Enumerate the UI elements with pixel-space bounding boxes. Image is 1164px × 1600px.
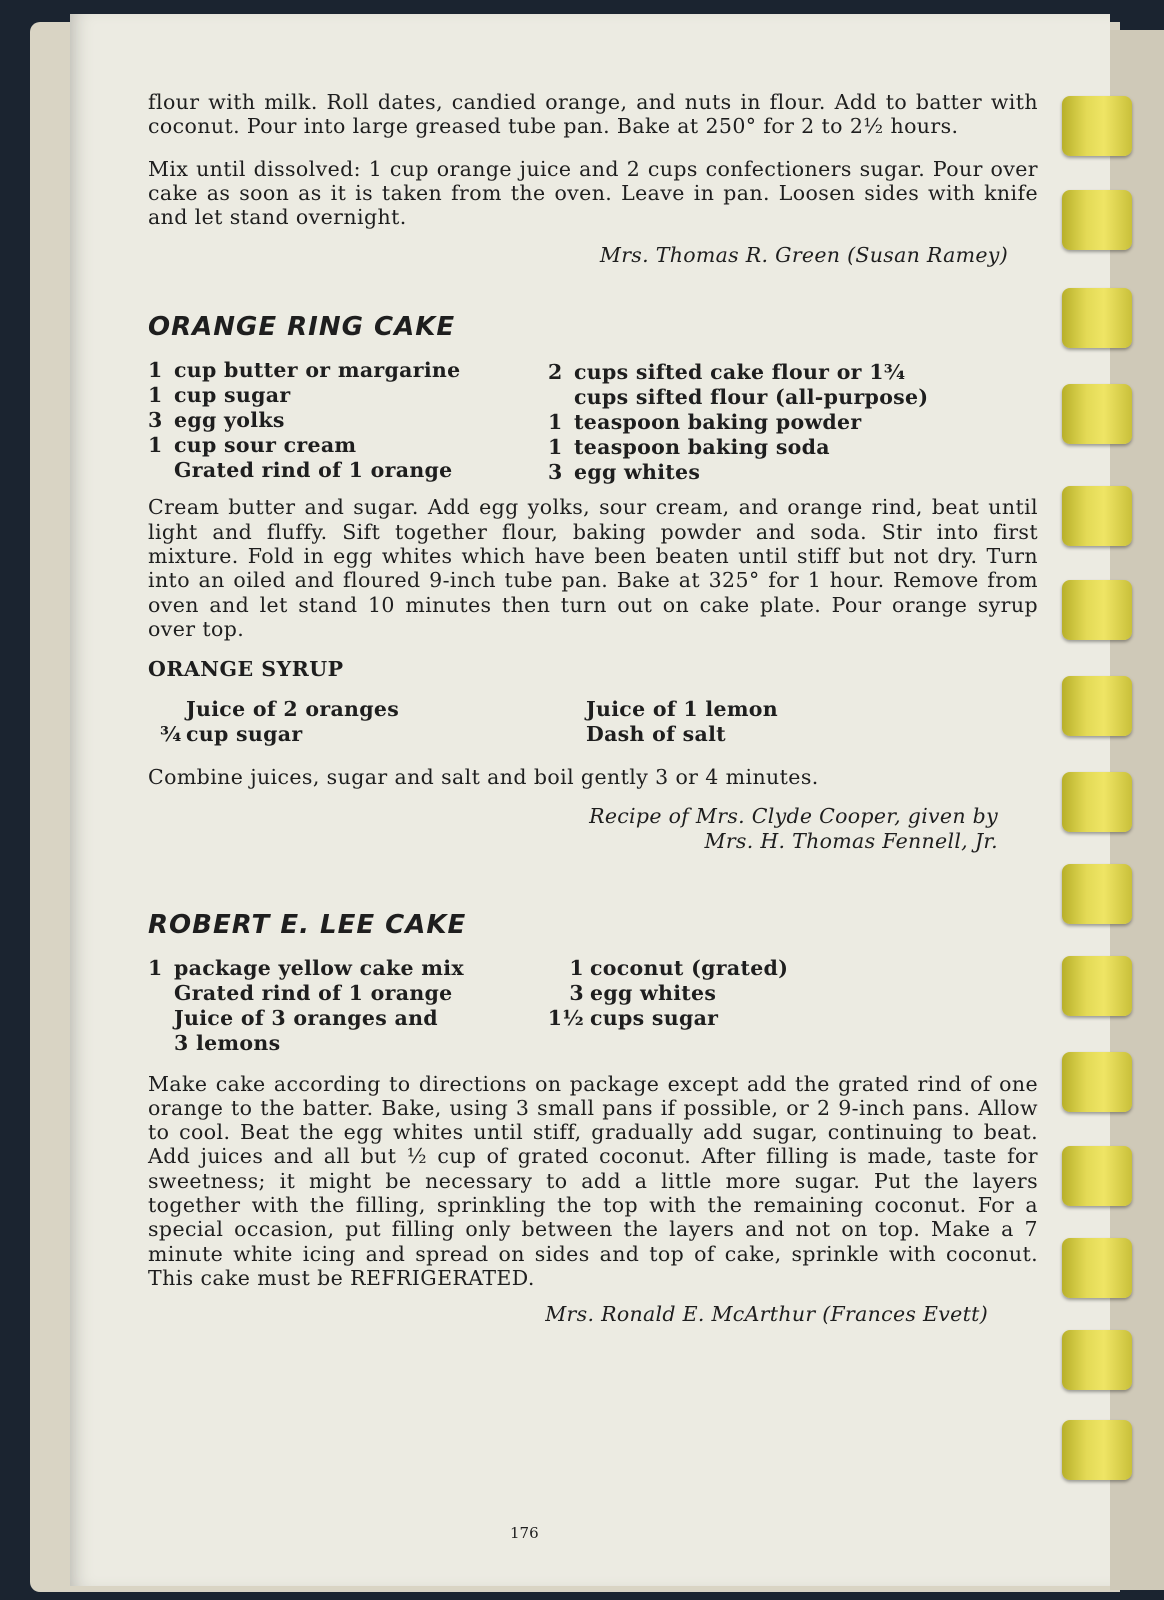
binding-coil (1062, 864, 1132, 924)
syrup-ingredients (148, 697, 1038, 747)
cookbook-page (70, 14, 1110, 1586)
ingredients-left-column (148, 358, 548, 485)
ingredient-line: 3 egg whites (569, 980, 717, 1005)
orange-ring-attribution-2: Mrs. H. Thomas Fennell, Jr. (704, 828, 998, 853)
binding-coil (1062, 772, 1132, 832)
robert-e-lee-attribution: Mrs. Ronald E. McArthur (Frances Evett) (545, 1302, 988, 1327)
ingredients-right-column (538, 956, 788, 1056)
ingredient-line: ¾ cup sugar (160, 722, 303, 747)
syrup-right-column (560, 697, 778, 747)
ingredient-line: Juice of 2 oranges (186, 697, 400, 722)
intro-paragraph-1: flour with milk. Roll dates, candied orange, and nuts in flour. Add to batter with coconut. Pour into large greased tube pan. Bake at 250° for 2 to 2½ hours. (148, 90, 1038, 139)
ingredient-line: Juice of 3 oranges and (174, 1005, 438, 1030)
syrup-directions: Combine juices, sugar and salt and boil gently 3 or 4 minutes. (148, 765, 819, 790)
ingredient-line: Grated rind of 1 orange (174, 980, 453, 1005)
ingredient-line: cups sifted flour (all-purpose) (574, 385, 929, 410)
ingredient-line: 1½ cups sugar (547, 1005, 719, 1030)
ingredient-line: Juice of 1 lemon (586, 697, 778, 722)
ingredients-left-column (148, 956, 538, 1056)
ingredient-line: 2 cups sifted cake flour or 1¾ (548, 360, 906, 385)
ingredient-line: 3 egg whites (548, 460, 701, 485)
page-content (148, 90, 1038, 1327)
ingredient-line: 3 lemons (174, 1030, 281, 1055)
binding-coil (1062, 676, 1132, 736)
binding-coil (1062, 956, 1132, 1016)
binding-coil (1062, 1052, 1132, 1112)
ingredient-line: Dash of salt (586, 722, 726, 747)
ingredient-line: Grated rind of 1 orange (174, 458, 453, 483)
recipe-title-robert-e-lee-cake: ROBERT E. LEE CAKE (148, 909, 467, 940)
ingredient-line: 3 egg yolks (148, 408, 285, 433)
ingredients-right-column (548, 360, 928, 485)
page-number: 176 (510, 1524, 539, 1542)
ingredient-line: 1 package yellow cake mix (148, 955, 464, 980)
binding-coil (1062, 1330, 1132, 1390)
binding-coil (1062, 190, 1132, 250)
ingredient-line: 1 coconut (grated) (569, 955, 789, 980)
intro-attribution: Mrs. Thomas R. Green (Susan Ramey) (599, 243, 1008, 268)
recipe-title-orange-ring-cake: ORANGE RING CAKE (148, 312, 456, 343)
binding-coil (1062, 384, 1132, 444)
binding-coil (1062, 1146, 1132, 1206)
syrup-title: ORANGE SYRUP (148, 657, 344, 682)
binding-coil (1062, 96, 1132, 156)
binding-coil (1062, 486, 1132, 546)
orange-ring-attribution-1: Recipe of Mrs. Clyde Cooper, given by (589, 803, 998, 828)
ingredient-line: 1 cup sugar (148, 383, 291, 408)
orange-ring-ingredients (148, 358, 1038, 485)
ingredient-line: 1 cup sour cream (148, 433, 357, 458)
ingredient-line: 1 teaspoon baking soda (548, 435, 830, 460)
robert-e-lee-directions: Make cake according to directions on package except add the grated rind of one orange to the batter. Bake, using 3 small pans if possible, or 2 9-inch pans. Allow to cool. Beat the egg whites until stiff, gradually add sugar, continuing to beat. Add juices and all but ½ cup of grated coconut. After filling is made, taste for sweetness; it might be necessary to add a little more sugar. Put the layers together with the filling, sprinkling the top with the remaining coconut. For a special occasion, put filling only between the layers and not on top. Make a 7 minute white icing and spread on sides and top of cake, sprinkle with coconut. This cake must be REFRIGERATED. (148, 1071, 1038, 1290)
intro-paragraph-2: Mix until dissolved: 1 cup orange juice and 2 cups confectioners sugar. Pour over cake as soon as it is taken from the oven. Leave in pan. Loosen sides with knife and let stand overnight. (148, 156, 1038, 230)
binding-coil (1062, 1420, 1132, 1480)
orange-ring-directions: Cream butter and sugar. Add egg yolks, sour cream, and orange rind, beat until light and fluffy. Sift together flour, baking powder and soda. Stir into first mixture. Fold in egg whites which have been beaten until stiff but not dry. Turn into an oiled and floured 9-inch tube pan. Bake at 325° for 1 hour. Remove from oven and let stand 10 minutes then turn out on cake plate. Pour orange syrup over top. (148, 495, 1038, 641)
binding-coil (1062, 288, 1132, 348)
binding-coil (1062, 1238, 1132, 1298)
ingredient-line: 1 cup butter or margarine (148, 358, 461, 383)
ingredient-line: 1 teaspoon baking powder (548, 410, 862, 435)
binding-coil (1062, 580, 1132, 640)
syrup-left-column (160, 697, 560, 747)
robert-e-lee-ingredients (148, 956, 1038, 1056)
